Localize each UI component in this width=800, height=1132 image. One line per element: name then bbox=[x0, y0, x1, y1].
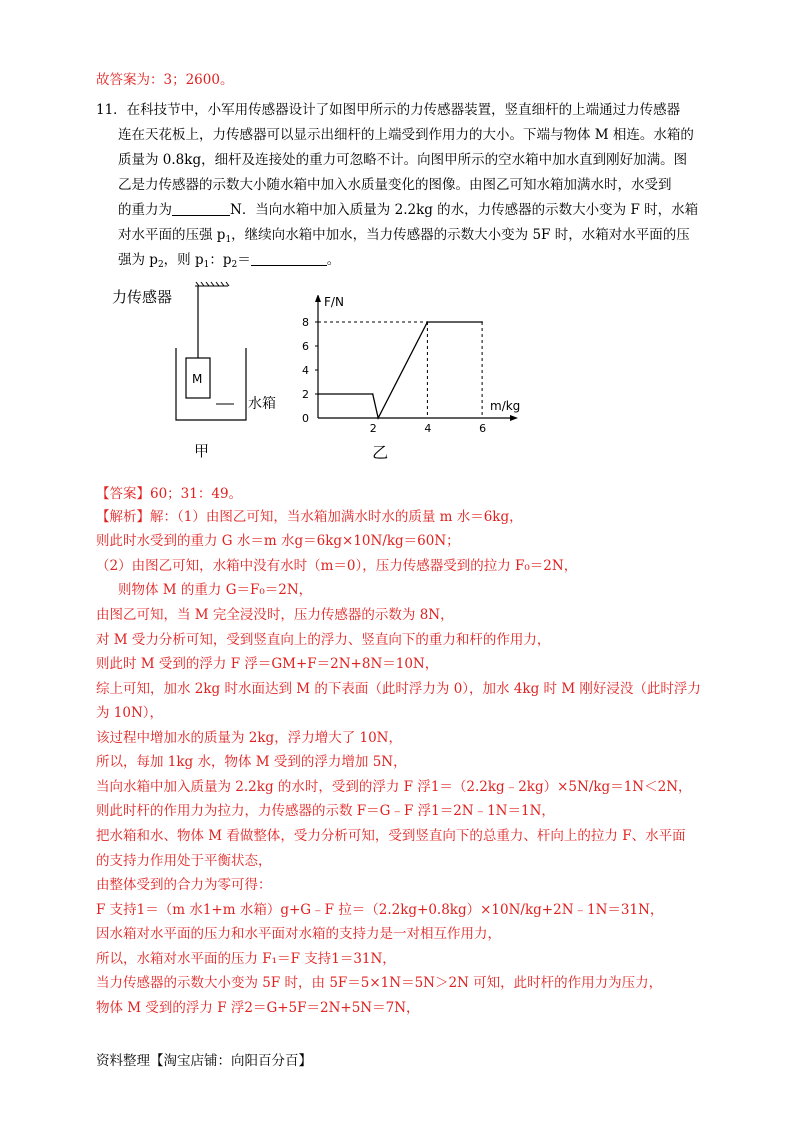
subscript: 1 bbox=[203, 260, 210, 270]
analysis-text: 解：（1）由图乙可知，当水箱加满水时水的质量 m 水＝6kg， bbox=[150, 509, 523, 525]
question-line-3: 质量为 0.8kg，细杆及连接处的重力可忽略不计。向图甲所示的空水箱中加水直到刚好加满。图 bbox=[118, 152, 688, 168]
question-line-7-a: 强为 p bbox=[118, 252, 158, 268]
subscript: 2 bbox=[231, 260, 238, 270]
figure-jia bbox=[110, 280, 290, 460]
question-line-6 bbox=[118, 226, 690, 249]
data-point bbox=[481, 321, 483, 323]
analysis-line-3: （2）由图乙可知，水箱中没有水时（m＝0），压力传感器受到的拉力 F₀＝2N， bbox=[96, 558, 578, 574]
tank-label: 水箱 bbox=[248, 396, 276, 412]
x-tick-label: 4 bbox=[424, 422, 432, 435]
analysis-line-17: F 支持1＝（m 水1+m 水箱）g+G﹣F 拉＝（2.2kg+0.8kg）×10N/kg+2N﹣1N＝31N， bbox=[96, 902, 664, 918]
analysis-line-5: 由图乙可知，当 M 完全浸没时，压力传感器的示数为 8N， bbox=[96, 607, 454, 623]
x-tick-label: 6 bbox=[479, 422, 487, 435]
question-line-1: 11．在科技节中，小军用传感器设计了如图甲所示的力传感器装置，竖直细杆的上端通过力传感器 bbox=[96, 102, 681, 118]
question-line-7-d: ＝ bbox=[237, 252, 251, 268]
question-line-5-a: 的重力为 bbox=[118, 202, 172, 218]
answer-text: 60；31：49。 bbox=[150, 486, 243, 502]
object-m-label: M bbox=[192, 372, 203, 386]
analysis-line-8: 综上可知，加水 2kg 时水面达到 M 的下表面（此时浮力为 0），加水 4kg 时 M 刚好浸没（此时浮力 bbox=[96, 681, 701, 697]
question-line-5 bbox=[118, 201, 698, 219]
figure-jia-caption: 甲 bbox=[194, 442, 210, 460]
answer-line bbox=[96, 485, 242, 503]
analysis-label: 【解析】 bbox=[96, 509, 150, 525]
answer-label: 【答案】 bbox=[96, 486, 150, 502]
footer: 资料整理【淘宝店铺：向阳百分百】 bbox=[96, 1053, 312, 1069]
x-tick-label: 2 bbox=[369, 422, 377, 435]
analysis-line-9: 为 10N）， bbox=[96, 705, 164, 721]
analysis-line-1 bbox=[96, 508, 523, 526]
analysis-line-4: 则物体 M 的重力 G＝F₀＝2N， bbox=[118, 582, 313, 598]
analysis-line-15: 的支持力作用处于平衡状态， bbox=[96, 853, 272, 869]
question-line-2: 连在天花板上，力传感器可以显示出细杆的上端受到作用力的大小。下端与物体 M 相连。水箱的 bbox=[118, 127, 694, 143]
analysis-line-14: 把水箱和水、物体 M 看做整体，受力分析可知，受到竖直向下的总重力、杆向上的拉力 F、水平面 bbox=[96, 828, 686, 844]
analysis-line-7: 则此时 M 受到的浮力 F 浮＝GM+F＝2N+8N＝10N， bbox=[96, 656, 439, 672]
figure-yi-chart bbox=[290, 295, 520, 465]
answer-blank-1[interactable] bbox=[172, 201, 230, 216]
question-line-6-a: 对水平面的压强 p bbox=[118, 227, 226, 243]
y-axis-arrow bbox=[315, 295, 321, 302]
analysis-line-6: 对 M 受力分析可知，受到竖直向上的浮力、竖直向下的重力和杆的作用力， bbox=[96, 632, 551, 648]
question-line-5-b: N．当向水箱中加入质量为 2.2kg 的水，力传感器的示数大小变为 F 时，水箱 bbox=[230, 202, 699, 218]
analysis-line-13: 则此时杆的作用力为拉力，力传感器的示数 F＝G﹣F 浮1＝2N﹣1N＝1N， bbox=[96, 803, 555, 819]
x-axis-arrow bbox=[510, 415, 518, 421]
question-line-7-c: ：p bbox=[209, 252, 232, 268]
analysis-line-11: 所以，每加 1kg 水，物体 M 受到的浮力增加 5N， bbox=[96, 754, 407, 770]
analysis-line-18: 因水箱对水平面的压力和水平面对水箱的支持力是一对相互作用力， bbox=[96, 926, 501, 942]
ceiling-hatch bbox=[195, 282, 229, 286]
question-line-6-b: ，继续向水箱中加水，当力传感器的示数大小变为 5F 时，水箱对水平面的压 bbox=[231, 227, 690, 243]
answer-blank-2[interactable] bbox=[251, 251, 327, 266]
analysis-line-20: 当力传感器的示数大小变为 5F 时，由 5F＝5×1N＝5N＞2N 可知，此时杆的作用力为压力， bbox=[96, 975, 663, 991]
analysis-line-16: 由整体受到的合力为零可得： bbox=[96, 877, 272, 893]
data-point bbox=[377, 417, 379, 419]
x-axis-label: m/kg bbox=[490, 399, 520, 413]
previous-answer: 故答案为：3；2600。 bbox=[96, 72, 234, 88]
series-line bbox=[318, 322, 482, 418]
y-tick-label: 8 bbox=[302, 316, 309, 329]
question-line-7-b: ，则 p bbox=[163, 252, 204, 268]
question-line-7 bbox=[118, 251, 340, 274]
data-point bbox=[317, 393, 319, 395]
data-point bbox=[427, 321, 429, 323]
y-tick-label: 2 bbox=[302, 388, 309, 401]
y-tick-label: 6 bbox=[302, 340, 309, 353]
figure-yi-caption: 乙 bbox=[372, 443, 389, 462]
analysis-line-21: 物体 M 受到的浮力 F 浮2＝G+5F＝2N+5N＝7N， bbox=[96, 1000, 420, 1016]
analysis-line-10: 该过程中增加水的质量为 2kg，浮力增大了 10N， bbox=[96, 730, 402, 746]
sensor-label: 力传感器 bbox=[112, 288, 173, 306]
y-axis-label: F/N bbox=[324, 295, 344, 309]
subscript: 2 bbox=[157, 260, 164, 270]
analysis-line-2: 则此时水受到的重力 G 水＝m 水g＝6kg×10N/kg＝60N； bbox=[96, 533, 460, 549]
subscript: 1 bbox=[225, 235, 232, 245]
question-line-4: 乙是力传感器的示数大小随水箱中加入水质量变化的图像。由图乙可知水箱加满水时，水受到 bbox=[118, 177, 672, 193]
analysis-line-19: 所以，水箱对水平面的压力 F₁＝F 支持1＝31N， bbox=[96, 951, 396, 967]
analysis-line-12: 当向水箱中加入质量为 2.2kg 的水时，受到的浮力 F 浮1＝（2.2kg﹣2kg）×5N/kg＝1N＜2N， bbox=[96, 779, 692, 795]
y-tick-label: 0 bbox=[302, 412, 309, 425]
data-point bbox=[372, 393, 374, 395]
y-tick-label: 4 bbox=[302, 364, 309, 377]
question-line-7-e: 。 bbox=[326, 252, 341, 268]
